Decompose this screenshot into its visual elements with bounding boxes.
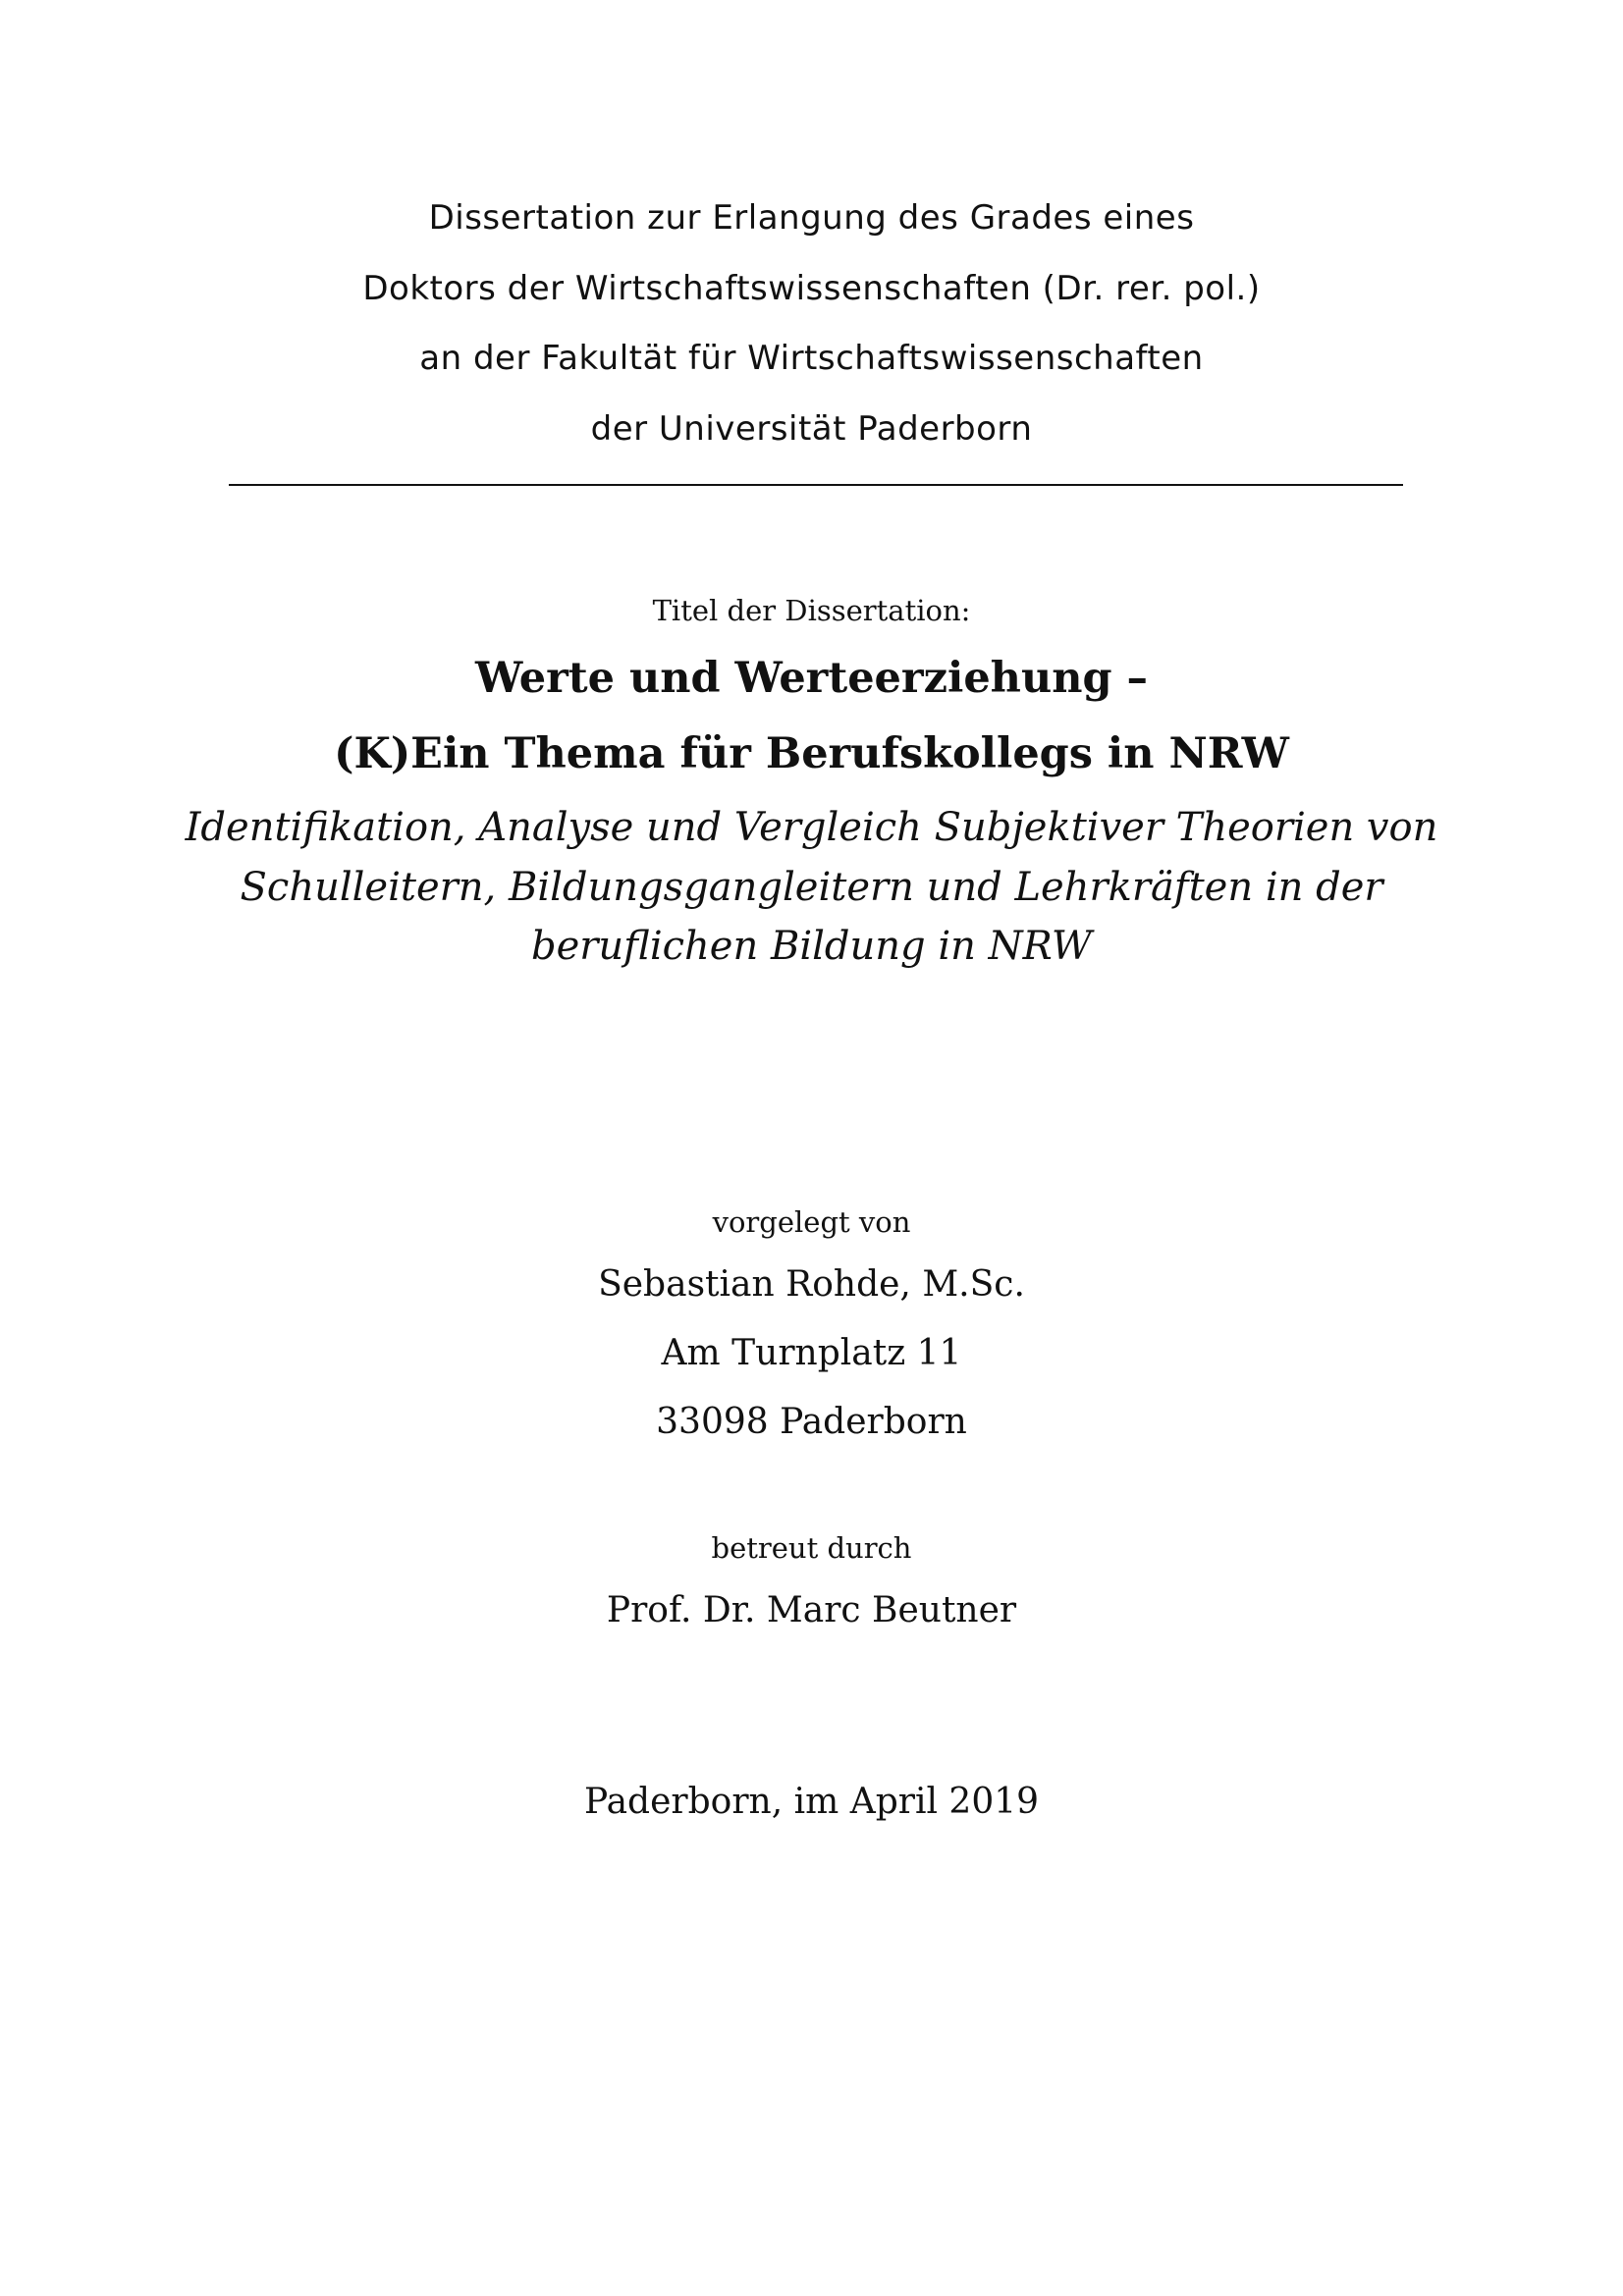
- header-line-1: Dissertation zur Erlangung des Grades eines: [428, 198, 1195, 238]
- title-line-1: Werte und Werteerziehung –: [474, 654, 1149, 703]
- supervisor-label: betreut durch: [711, 1531, 912, 1565]
- place-and-date: Paderborn, im April 2019: [583, 1782, 1040, 1822]
- author-city: 33098 Paderborn: [656, 1402, 967, 1442]
- author-name: Sebastian Rohde, M.Sc.: [598, 1264, 1025, 1305]
- horizontal-divider: [229, 484, 1403, 486]
- title-label: Titel der Dissertation:: [652, 594, 971, 627]
- supervisor-name: Prof. Dr. Marc Beutner: [606, 1590, 1017, 1630]
- header-line-4: der Universität Paderborn: [590, 409, 1033, 449]
- subtitle-line-3: beruflichen Bildung in NRW: [531, 924, 1092, 969]
- subtitle-line-2: Schulleitern, Bildungsgangleitern und Lehrkräften in der: [240, 865, 1383, 910]
- header-line-3: an der Fakultät für Wirtschaftswissenschaften: [419, 339, 1204, 378]
- author-label: vorgelegt von: [712, 1205, 911, 1239]
- subtitle-line-1: Identifikation, Analyse und Vergleich Subjektiver Theorien von: [185, 805, 1438, 850]
- author-street: Am Turnplatz 11: [661, 1333, 962, 1373]
- header-line-2: Doktors der Wirtschaftswissenschaften (Dr. rer. pol.): [362, 269, 1261, 308]
- title-line-2: (K)Ein Thema für Berufskollegs in NRW: [334, 729, 1289, 778]
